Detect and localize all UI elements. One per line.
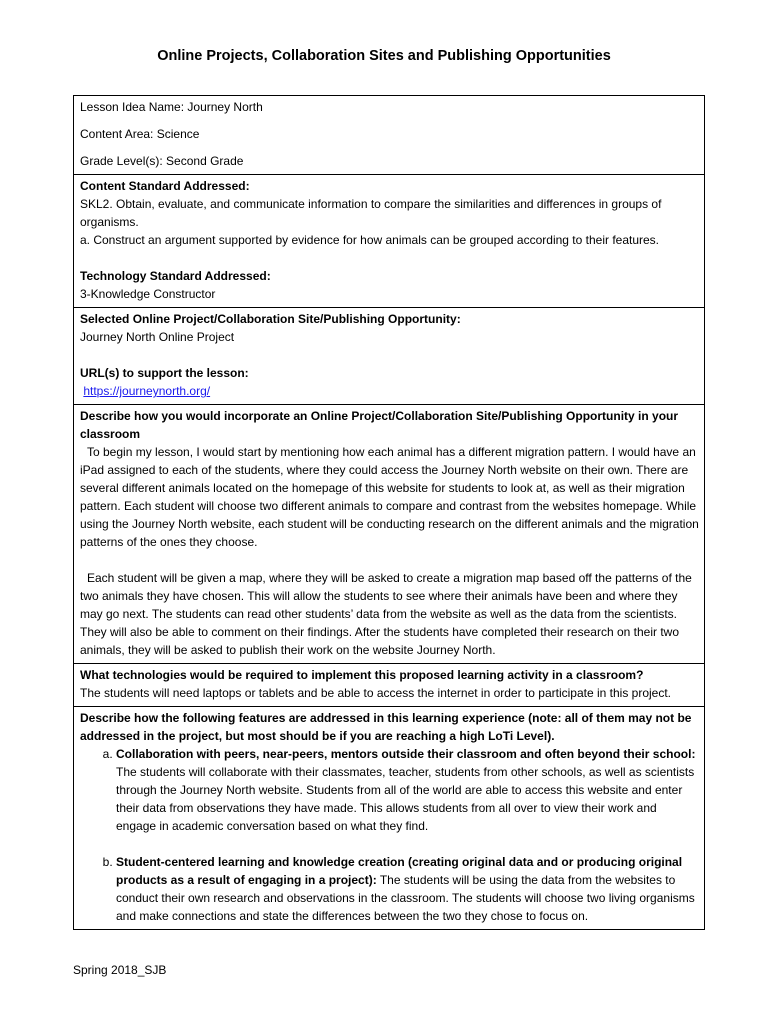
features-list: [80, 745, 699, 925]
project-cell: [74, 308, 705, 405]
footer-text: Spring 2018_SJB: [73, 963, 167, 977]
incorporate-paragraph-1: To begin my lesson, I would start by mentioning how each animal has a different migration pattern. I would have an iPad assigned to each of the students, where they could access the Journey North website on their own. There are several different animals located on the homepage of this website for students to look at, as well as their migration pattern. Each student will choose two different animals to compare and contrast from the websites homepage. While using the Journey North website, each student will be conducting research on the different animals and the migration patterns of the ones they choose.: [80, 445, 699, 549]
selected-project-value: Journey North Online Project: [80, 330, 235, 344]
incorporate-cell: [74, 405, 705, 664]
lesson-name-line: [80, 98, 699, 116]
content-area-value: Science: [156, 127, 200, 141]
table-row: [74, 405, 705, 664]
content-standard-skl2: SKL2. Obtain, evaluate, and communicate information to compare the similarities and differences in groups of organisms.: [80, 197, 662, 229]
feature-item-collaboration: [116, 745, 699, 835]
feature-heading: Collaboration with peers, near-peers, mentors outside their classroom and often beyond their school:: [116, 747, 696, 761]
lesson-name-value: Journey North: [187, 100, 263, 114]
grade-level-label: Grade Level(s):: [80, 154, 163, 168]
feature-text: The students will be using the data from the websites to conduct their own research and observations in the classroom. The students will choose two living organisms and make connections and state the differences between the two they chose to focus on.: [116, 873, 695, 923]
features-cell: [74, 707, 705, 930]
content-area-line: [80, 125, 699, 143]
lesson-name-label: Lesson Idea Name:: [80, 100, 185, 114]
feature-heading: Student-centered learning and knowledge creation (creating original data and or producing original products as a result of engaging in a project):: [116, 855, 683, 887]
feature-item-student-centered: [116, 853, 699, 925]
incorporate-paragraph-2: Each student will be given a map, where they will be asked to create a migration map based off the patterns of the two animals they have chosen. This will allow the students to see where their animals have been and where they may go next. The students can read other students’ data from the website as well as the data from the scientists. They will also be able to comment on their findings. After the students have completed their research on their two animals, they will be asked to publish their work on the website Journey North.: [80, 571, 692, 657]
feature-text: The students will collaborate with their classmates, teacher, students from other schools, as well as scientists through the Journey North website. Students from all of the world are able to access this website and enter their data from observations they have made. This allows students from all over to view their work and engage in academic conversation based on what they find.: [116, 765, 695, 833]
url-label: URL(s) to support the lesson:: [80, 366, 249, 380]
table-row: [74, 96, 705, 175]
standards-cell: [74, 175, 705, 308]
content-area-label: Content Area:: [80, 127, 154, 141]
incorporate-question: Describe how you would incorporate an Online Project/Collaboration Site/Publishing Opportunity in your classroom: [80, 409, 679, 441]
technologies-cell: [74, 664, 705, 707]
technology-standard-label: Technology Standard Addressed:: [80, 269, 271, 283]
grade-level-line: [80, 152, 699, 170]
journey-north-link[interactable]: https://journeynorth.org/: [83, 384, 211, 398]
lesson-plan-table: [73, 95, 705, 930]
page-title: Online Projects, Collaboration Sites and Publishing Opportunities: [157, 48, 611, 64]
technologies-answer: The students will need laptops or tablets and be able to access the internet in order to participate in this project.: [80, 686, 672, 700]
technologies-question: What technologies would be required to implement this proposed learning activity in a classroom?: [80, 668, 644, 682]
table-row: [74, 707, 705, 930]
grade-level-value: Second Grade: [166, 154, 244, 168]
technology-standard-value: 3-Knowledge Constructor: [80, 287, 216, 301]
table-row: [74, 664, 705, 707]
features-question: Describe how the following features are addressed in this learning experience (note: all of them may not be addressed in the project, but most should be if you are reaching a high LoTi Level).: [80, 711, 692, 743]
selected-project-label: Selected Online Project/Collaboration Site/Publishing Opportunity:: [80, 312, 461, 326]
table-row: [74, 175, 705, 308]
content-standard-label: Content Standard Addressed:: [80, 179, 250, 193]
content-standard-skl2a: a. Construct an argument supported by evidence for how animals can be grouped according to their features.: [80, 233, 660, 247]
table-row: [74, 308, 705, 405]
lesson-info-cell: [74, 96, 705, 175]
